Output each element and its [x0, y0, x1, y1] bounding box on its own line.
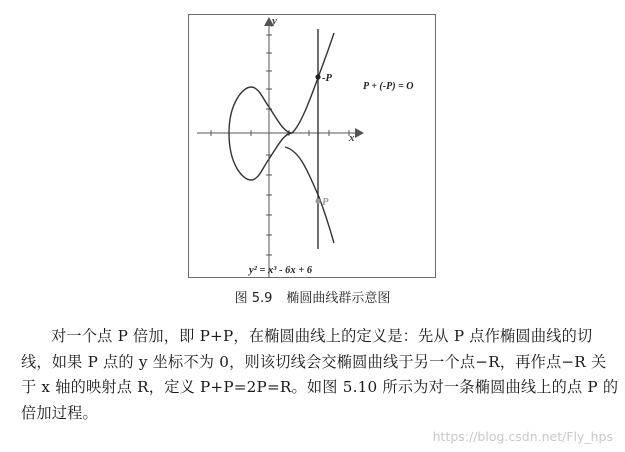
axis-x-label: x: [349, 132, 355, 144]
axis-y-label: y: [272, 15, 277, 27]
watermark: https://blog.csdn.net/Fly_hps: [432, 429, 613, 444]
equation-label: y² = x³ - 6x + 6: [249, 265, 313, 276]
figure-frame: [188, 14, 436, 278]
neg-p-label: -P: [322, 73, 332, 84]
caption-number: 图 5.9: [234, 291, 273, 306]
figure-caption: [0, 287, 625, 306]
x-axis-arrow: [355, 128, 364, 138]
body-paragraph-container: [21, 324, 621, 426]
point-neg-p: [315, 74, 320, 79]
identity-label: P + (-P) = O: [363, 81, 414, 92]
caption-text: 椭圆曲线群示意图: [286, 291, 391, 306]
elliptic-curve-figure: [189, 15, 437, 279]
point-p: [315, 198, 320, 203]
curve-lower-branch: [285, 147, 334, 243]
body-paragraph: 对一个点 P 倍加，即 P+P，在椭圆曲线上的定义是：先从 P 点作椭圆曲线的切线，如果 P 点的 y 坐标不为 0，则该切线会交椭圆曲线于另一个点−R，再作点−R 关于 x 轴的映射点 R，定义 P+P=2P=R。如图 5.10 所示为对一条椭圆曲线上的点 P 的倍加过程。: [21, 327, 619, 422]
p-label: P: [322, 197, 329, 208]
